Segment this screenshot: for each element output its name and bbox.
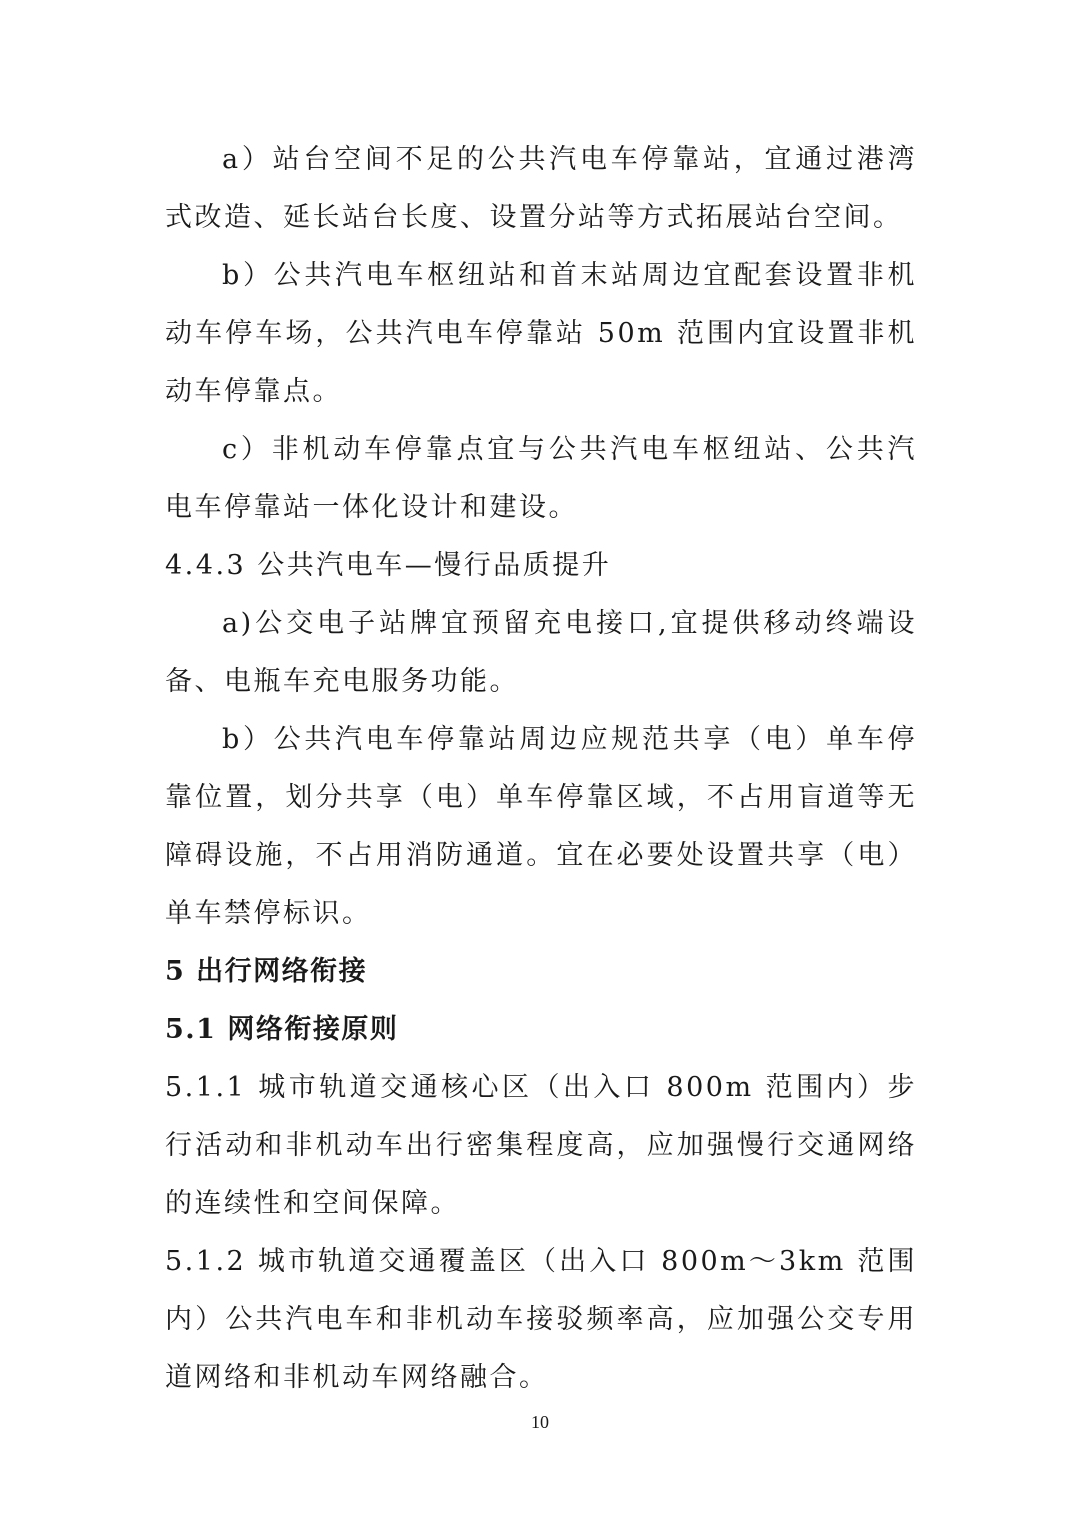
section-heading-5: 5 出行网络衔接 bbox=[165, 956, 368, 987]
section-heading-5-1: 5.1 网络衔接原则 bbox=[165, 1014, 399, 1045]
page-body bbox=[165, 131, 917, 1407]
paragraph-a-e-stop-sign: a)公交电子站牌宜预留充电接口,宜提供移动终端设备、电瓶车充电服务功能。 bbox=[165, 608, 917, 697]
paragraph-b-shared-bikes: b）公共汽电车停靠站周边应规范共享（电）单车停靠位置，划分共享（电）单车停靠区域，不占用盲道等无障碍设施，不占用消防通道。宜在必要处设置共享（电）单车禁停标识。 bbox=[165, 724, 917, 929]
paragraph-b-bike-parking: b）公共汽电车枢纽站和首末站周边宜配套设置非机动车停车场，公共汽电车停靠站 50m 范围内宜设置非机动车停靠点。 bbox=[165, 260, 917, 407]
paragraph-c-integrated-design: c）非机动车停靠点宜与公共汽电车枢纽站、公共汽电车停靠站一体化设计和建设。 bbox=[165, 434, 917, 523]
page-number: 10 bbox=[531, 1412, 549, 1432]
clause-5-1-2: 5.1.2 城市轨道交通覆盖区（出入口 800m～3km 范围内）公共汽电车和非机动车接驳频率高，应加强公交专用道网络和非机动车网络融合。 bbox=[165, 1246, 917, 1393]
clause-5-1-1: 5.1.1 城市轨道交通核心区（出入口 800m 范围内）步行活动和非机动车出行密集程度高，应加强慢行交通网络的连续性和空间保障。 bbox=[165, 1072, 917, 1219]
paragraph-a-platform-space: a）站台空间不足的公共汽电车停靠站，宜通过港湾式改造、延长站台长度、设置分站等方式拓展站台空间。 bbox=[165, 144, 917, 233]
clause-4-4-3: 4.4.3 公共汽电车—慢行品质提升 bbox=[165, 550, 612, 581]
